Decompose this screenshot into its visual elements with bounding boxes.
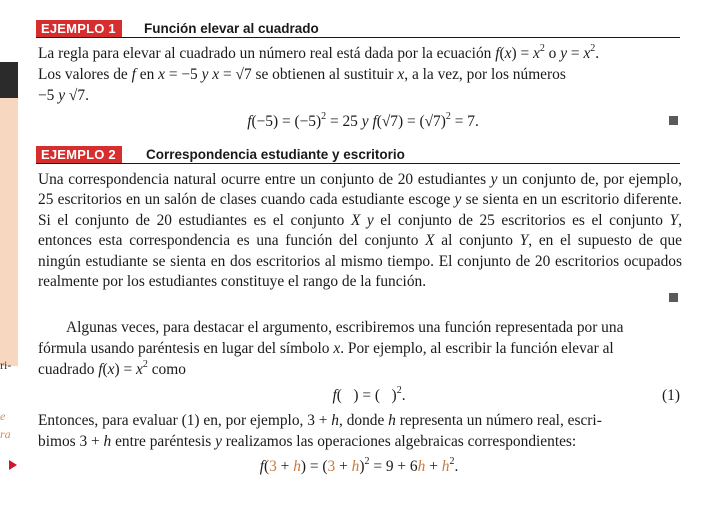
example-2-paragraph: Una correspondencia natural ocurre entre un conjunto de 20 estudiantes y un conjunto de, por ejemplo, 25 escritorios en un salón de clases cuando cada estudiante escoge y se sienta en un escritorio diferente. Si el conjunto de 20 estudiantes es el conjunto X y el conjunto de 25 escritorios es el conjunto Y, entonces esta correspondencia es una función del conjunto X al conjunto Y, en el supuesto de que ningún estudiante se sienta en dos escritorios al mismo tiempo. El conjunto de 20 escritorios ocupados realmente por los estudiantes constituye el rango de la función. — [38, 171, 682, 291]
margin-note-e: e — [0, 409, 6, 423]
example-2-title: Correspondencia estudiante y escritorio — [146, 147, 405, 162]
margin-dark-strip — [0, 62, 18, 98]
example-1-line-2: Los valores de f en x = −5 y x = √7 se obtienen al sustituir x, a la vez, por los números — [38, 66, 566, 83]
body-paragraph-2-line-1: Algunas veces, para destacar el argumento, escribiremos una función representada por una — [66, 319, 624, 336]
margin-peach-strip — [0, 98, 18, 366]
body-paragraph-2-line-2: fórmula usando paréntesis en lugar del símbolo x. Por ejemplo, al escribir la función elevar al — [38, 340, 614, 357]
end-of-example-2-icon — [669, 293, 678, 302]
example-2-header — [36, 146, 680, 164]
example-1-line-1: La regla para elevar al cuadrado un número real está dada por la ecuación $f(x) = x^2$ o $y = x^2$. — [38, 42, 600, 62]
body-paragraph-2-line-3: cuadrado $f(x) = x^2$ como — [38, 358, 186, 378]
margin-note-ra: ra — [0, 427, 11, 441]
example-1-equation: $f(-5) = (-5)^2 = 25$ y $f(√7) = (√7)^2 = 7$. — [247, 110, 479, 130]
example-1-title: Función elevar al cuadrado — [144, 21, 319, 36]
example-2-tag: EJEMPLO 2 — [36, 146, 122, 163]
margin-note-ri: ri- — [0, 358, 12, 372]
equation-1-number: (1) — [662, 387, 680, 404]
body-paragraph-3-line-2: bimos 3 + h entre paréntesis y realizamos las operaciones algebraicas correspondientes: — [38, 433, 577, 450]
example-1-header — [36, 20, 680, 38]
body-paragraph-3-line-1: Entonces, para evaluar (1) en, por ejemplo, 3 + h, donde h representa un número real, escri- — [38, 412, 602, 429]
example-1-tag: EJEMPLO 1 — [36, 20, 122, 37]
equation-2: $f(3 + h) = (3 + h)^2 = 9 + 6h + h^2$. — [259, 455, 459, 475]
equation-1: f( ) = ( )$^2$. — [332, 384, 406, 404]
example-1-line-3: −5 y √7. — [38, 87, 89, 104]
end-of-example-1-icon — [669, 116, 678, 125]
